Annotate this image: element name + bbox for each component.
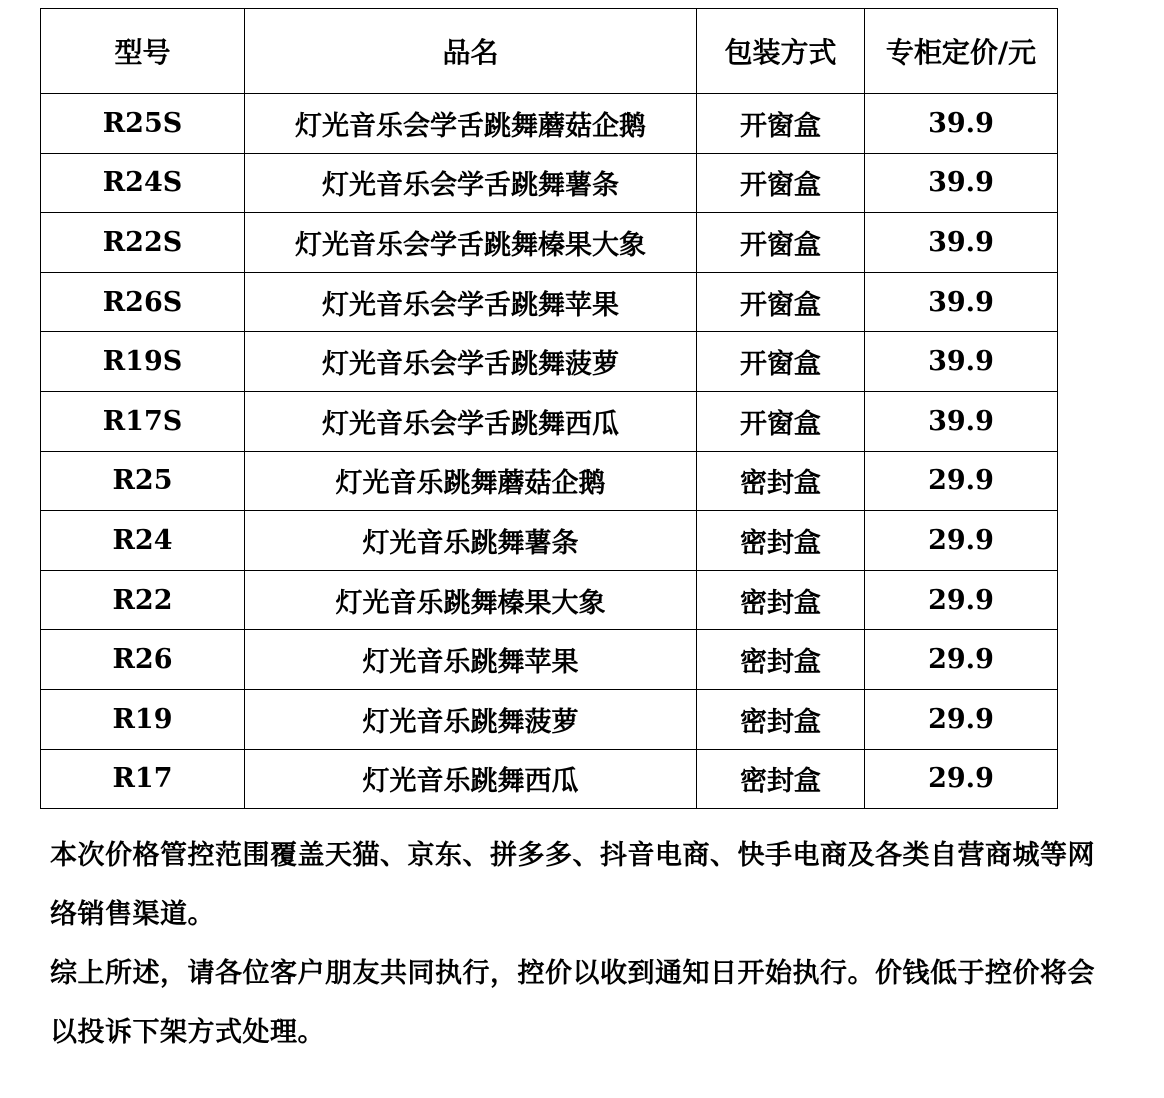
cell-packaging: 密封盒 (697, 689, 865, 749)
cell-retail-price: 29.9 (865, 570, 1058, 630)
cell-packaging: 开窗盒 (697, 272, 865, 332)
cell-retail-price: 29.9 (865, 630, 1058, 690)
cell-packaging: 开窗盒 (697, 391, 865, 451)
cell-product-name: 灯光音乐跳舞薯条 (245, 511, 697, 571)
cell-packaging: 开窗盒 (697, 332, 865, 392)
cell-retail-price: 29.9 (865, 451, 1058, 511)
table-row (41, 391, 1058, 451)
table-row (41, 749, 1058, 809)
cell-retail-price: 29.9 (865, 749, 1058, 809)
cell-product-name: 灯光音乐会学舌跳舞蘑菇企鹅 (245, 94, 697, 154)
note-enforcement: 综上所述，请各位客户朋友共同执行，控价以收到通知日开始执行。价钱低于控价将会以投诉下架方式处理。 (50, 958, 1095, 1048)
cell-model: R17 (41, 749, 245, 809)
cell-product-name: 灯光音乐会学舌跳舞西瓜 (245, 391, 697, 451)
cell-model: R24S (41, 153, 245, 213)
cell-retail-price: 39.9 (865, 94, 1058, 154)
cell-packaging: 密封盒 (697, 511, 865, 571)
notes (50, 826, 1110, 1062)
cell-model: R26 (41, 630, 245, 690)
cell-product-name: 灯光音乐跳舞菠萝 (245, 689, 697, 749)
cell-packaging: 开窗盒 (697, 94, 865, 154)
header-model: 型号 (41, 9, 245, 94)
table-row (41, 213, 1058, 273)
table-row (41, 570, 1058, 630)
cell-model: R22 (41, 570, 245, 630)
header-row (41, 9, 1058, 94)
table-row (41, 689, 1058, 749)
cell-product-name: 灯光音乐会学舌跳舞菠萝 (245, 332, 697, 392)
cell-retail-price: 39.9 (865, 332, 1058, 392)
cell-model: R25S (41, 94, 245, 154)
cell-model: R19S (41, 332, 245, 392)
cell-retail-price: 29.9 (865, 689, 1058, 749)
table-row (41, 332, 1058, 392)
cell-packaging: 开窗盒 (697, 153, 865, 213)
cell-model: R17S (41, 391, 245, 451)
cell-packaging: 开窗盒 (697, 213, 865, 273)
cell-packaging: 密封盒 (697, 451, 865, 511)
cell-retail-price: 39.9 (865, 153, 1058, 213)
cell-model: R26S (41, 272, 245, 332)
table-row (41, 153, 1058, 213)
cell-retail-price: 39.9 (865, 272, 1058, 332)
cell-model: R19 (41, 689, 245, 749)
cell-retail-price: 39.9 (865, 213, 1058, 273)
cell-product-name: 灯光音乐会学舌跳舞苹果 (245, 272, 697, 332)
cell-packaging: 密封盒 (697, 749, 865, 809)
cell-packaging: 密封盒 (697, 630, 865, 690)
cell-product-name: 灯光音乐跳舞苹果 (245, 630, 697, 690)
table-row (41, 94, 1058, 154)
table-row (41, 630, 1058, 690)
table-body (41, 94, 1058, 809)
cell-retail-price: 29.9 (865, 511, 1058, 571)
header-packaging: 包装方式 (697, 9, 865, 94)
cell-product-name: 灯光音乐跳舞蘑菇企鹅 (245, 451, 697, 511)
table-row (41, 272, 1058, 332)
table-header (41, 9, 1058, 94)
table-row (41, 451, 1058, 511)
cell-product-name: 灯光音乐会学舌跳舞薯条 (245, 153, 697, 213)
header-retail-price: 专柜定价/元 (865, 9, 1058, 94)
cell-product-name: 灯光音乐会学舌跳舞榛果大象 (245, 213, 697, 273)
table-row (41, 511, 1058, 571)
cell-packaging: 密封盒 (697, 570, 865, 630)
header-product-name: 品名 (245, 9, 697, 94)
cell-model: R24 (41, 511, 245, 571)
cell-product-name: 灯光音乐跳舞榛果大象 (245, 570, 697, 630)
cell-product-name: 灯光音乐跳舞西瓜 (245, 749, 697, 809)
cell-model: R22S (41, 213, 245, 273)
cell-model: R25 (41, 451, 245, 511)
cell-retail-price: 39.9 (865, 391, 1058, 451)
price-table (40, 8, 1058, 809)
note-price-scope: 本次价格管控范围覆盖天猫、京东、拼多多、抖音电商、快手电商及各类自营商城等网络销售渠道。 (50, 840, 1095, 930)
